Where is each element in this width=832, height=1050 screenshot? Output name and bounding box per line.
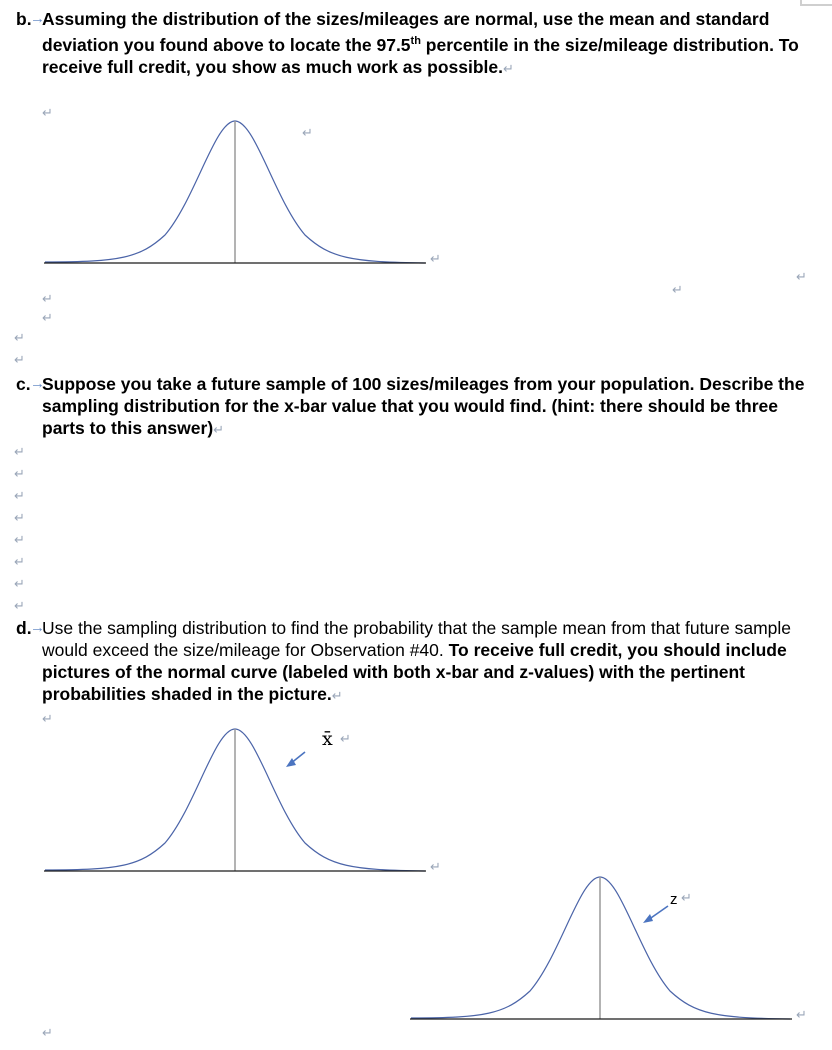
question-c-text: Suppose you take a future sample of 100 sizes/mileages from your population. Describe the sampling distribution for the x-bar value that you would find. (hint: there should be three parts to this answer)↵ xyxy=(42,374,805,438)
xbar-label: x̄ xyxy=(322,728,333,750)
normal-curve-z xyxy=(410,877,792,1019)
paragraph-mark-icon: ↵ xyxy=(213,422,225,437)
tab-arrow-icon: → xyxy=(30,10,45,27)
paragraph-mark-icon: ↵ xyxy=(14,466,25,481)
normal-curve-xbar xyxy=(44,728,426,871)
paragraph-mark-icon: ↵ xyxy=(14,330,25,345)
paragraph-mark-icon: ↵ xyxy=(503,60,514,76)
paragraph-mark-icon: ↵ xyxy=(14,352,25,367)
question-c-label: c. xyxy=(16,374,31,394)
paragraph-mark-icon: ↵ xyxy=(14,510,25,525)
paragraph-mark-icon: ↵ xyxy=(672,282,683,297)
paragraph-mark-icon: ↵ xyxy=(796,1007,807,1022)
paragraph-mark-icon: ↵ xyxy=(14,532,25,547)
arrow-head-icon xyxy=(286,758,296,767)
tab-arrow-icon: → xyxy=(30,375,45,392)
question-d-label: d. xyxy=(16,618,32,638)
paragraph-mark-icon: ↵ xyxy=(42,291,53,306)
paragraph-mark-icon: ↵ xyxy=(42,1025,53,1040)
paragraph-mark-icon: ↵ xyxy=(42,310,53,325)
tab-arrow-icon: → xyxy=(30,619,45,636)
question-b-label: b. xyxy=(16,9,32,29)
paragraph-mark-icon: ↵ xyxy=(14,554,25,569)
normal-curve-b xyxy=(44,121,426,263)
paragraph-mark-icon: ↵ xyxy=(14,488,25,503)
paragraph-mark-icon: ↵ xyxy=(42,105,53,120)
paragraph-mark-icon: ↵ xyxy=(430,251,441,266)
z-label: z xyxy=(670,891,678,908)
paragraph-mark-icon: ↵ xyxy=(14,444,25,459)
paragraph-mark-icon: ↵ xyxy=(796,269,807,284)
paragraph-mark-icon: ↵ xyxy=(302,125,313,140)
paragraph-mark-icon: ↵ xyxy=(681,891,692,906)
question-b-text: Assuming the distribution of the sizes/mileages are normal, use the mean and standard deviation you found above to locate the 97.5th percentile in the size/mileage distribution. To receive full credit, you show as much work as possible.↵ xyxy=(42,9,799,77)
question-d-text: Use the sampling distribution to find the probability that the sample mean from that future sample would exceed the size/mileage for Observation #40. To receive full credit, you should include pictures of the normal curve (labeled with both x-bar and z-values) with the pertinent probabilities shaded in the picture.↵ xyxy=(42,618,792,704)
paragraph-mark-icon: ↵ xyxy=(14,598,25,613)
arrow-head-icon xyxy=(643,914,653,923)
paragraph-mark-icon: ↵ xyxy=(14,576,25,591)
paragraph-mark-icon: ↵ xyxy=(430,859,441,874)
paragraph-mark-icon: ↵ xyxy=(331,688,343,703)
paragraph-mark-icon: ↵ xyxy=(340,732,351,747)
paragraph-mark-icon: ↵ xyxy=(42,711,53,726)
